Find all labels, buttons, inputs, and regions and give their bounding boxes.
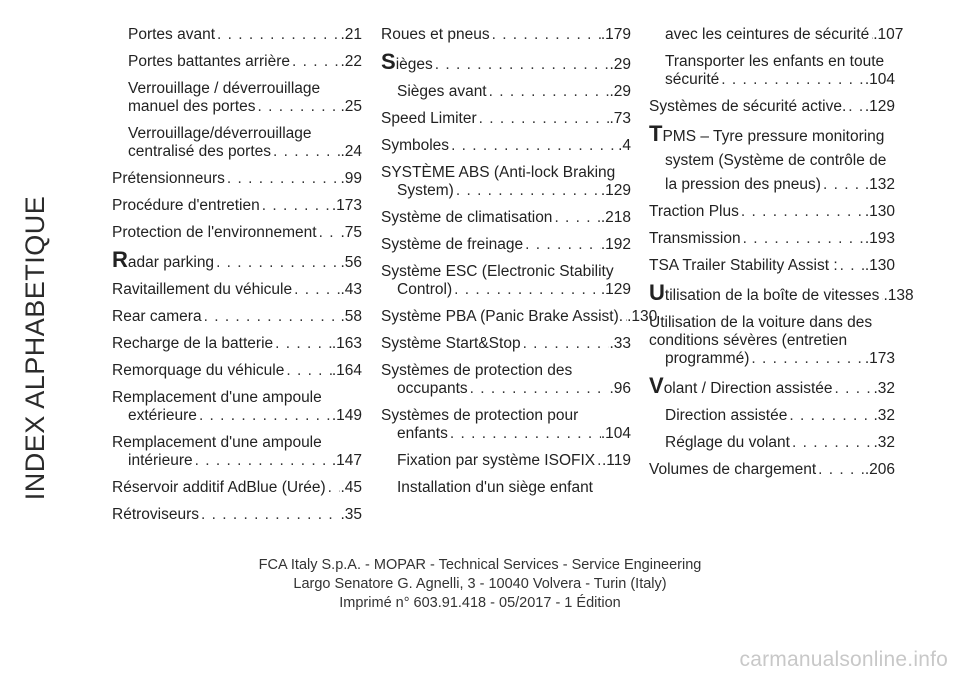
index-entry-first-line: Systèmes de protection pour bbox=[381, 407, 579, 424]
dot-leader bbox=[290, 53, 340, 71]
dot-leader bbox=[595, 452, 602, 470]
index-entry bbox=[381, 362, 631, 398]
dot-leader bbox=[487, 83, 610, 101]
index-letter-initial: V bbox=[649, 373, 664, 398]
index-entry bbox=[112, 479, 362, 497]
index-entry bbox=[381, 263, 631, 299]
page-number: .32 bbox=[873, 380, 895, 397]
index-entry-heading-line bbox=[649, 121, 895, 146]
dot-leader bbox=[197, 407, 332, 425]
index-side-title: INDEX ALPHABETIQUE bbox=[20, 195, 50, 501]
dot-leader bbox=[821, 176, 865, 194]
index-entry-text: occupants bbox=[397, 380, 468, 397]
page-number: .179 bbox=[600, 26, 631, 43]
dot-leader bbox=[202, 308, 341, 326]
dot-leader bbox=[433, 56, 610, 74]
publisher-footer bbox=[0, 556, 960, 613]
index-entry-text: Sièges avant bbox=[397, 83, 487, 100]
index-letter-initial: R bbox=[112, 247, 128, 272]
page-number: .129 bbox=[600, 281, 631, 298]
footer-line-address: Largo Senatore G. Agnelli, 3 - 10040 Volvera - Turin (Italy) bbox=[293, 576, 667, 592]
index-entry-line bbox=[649, 257, 895, 275]
index-column-1 bbox=[112, 26, 362, 533]
page-number: .73 bbox=[609, 110, 631, 127]
index-entry-line bbox=[381, 110, 631, 128]
index-entry-first-line: Systèmes de protection des bbox=[381, 362, 573, 379]
index-entry-line bbox=[112, 224, 362, 242]
dot-leader bbox=[273, 335, 332, 353]
index-entry bbox=[112, 224, 362, 242]
index-entry bbox=[112, 26, 362, 44]
index-entry-line bbox=[649, 71, 895, 89]
index-entry-text: Système PBA (Panic Brake Assist). bbox=[381, 308, 624, 325]
index-entry bbox=[112, 434, 362, 470]
index-entry bbox=[381, 26, 631, 44]
index-entry-line bbox=[112, 308, 362, 326]
page-number: .193 bbox=[864, 230, 895, 247]
index-entry bbox=[649, 280, 914, 305]
page-number: .96 bbox=[609, 380, 631, 397]
index-entry bbox=[381, 236, 631, 254]
index-entry-first-line: SYSTÈME ABS (Anti-lock Braking bbox=[381, 164, 616, 181]
dot-leader bbox=[215, 26, 340, 44]
index-entry-text: manuel des portes bbox=[128, 98, 256, 115]
dot-leader bbox=[225, 170, 341, 188]
index-entry bbox=[649, 257, 895, 275]
index-entry bbox=[112, 362, 362, 380]
dot-leader bbox=[199, 506, 340, 524]
page-number: .206 bbox=[864, 461, 895, 478]
index-entry bbox=[381, 479, 631, 497]
index-letter-initial: T bbox=[649, 121, 663, 146]
page-number: .130 bbox=[864, 203, 895, 220]
index-entry-first-line: Utilisation de la voiture dans des bbox=[649, 314, 873, 331]
index-entry bbox=[381, 452, 631, 470]
page-number: .21 bbox=[340, 26, 362, 43]
page-number: .75 bbox=[340, 224, 362, 241]
index-column-2 bbox=[381, 26, 658, 506]
index-entry-first-line: Verrouillage / déverrouillage bbox=[128, 80, 321, 97]
dot-leader bbox=[448, 425, 601, 443]
dot-leader bbox=[523, 236, 601, 254]
index-entry-text: Speed Limiter bbox=[381, 110, 477, 127]
index-entry bbox=[649, 461, 895, 479]
index-entry-line bbox=[649, 98, 895, 116]
dot-leader bbox=[271, 143, 340, 161]
page-number: .58 bbox=[340, 308, 362, 325]
page-number: .32 bbox=[873, 407, 895, 424]
index-entry-text: programmé) bbox=[665, 350, 750, 367]
index-entry-line bbox=[112, 98, 362, 116]
index-entry-text: Portes battantes arrière bbox=[128, 53, 290, 70]
index-entry-line bbox=[112, 362, 362, 380]
page-number: .173 bbox=[864, 350, 895, 367]
index-entry-line bbox=[381, 308, 658, 326]
index-entry-text: la pression des pneus) bbox=[665, 176, 821, 193]
index-entry-line bbox=[381, 380, 631, 398]
index-entry-first-line: Remplacement d'une ampoule bbox=[112, 389, 322, 406]
index-entry-line bbox=[112, 197, 362, 215]
dot-leader bbox=[452, 281, 601, 299]
index-entry-text: Portes avant bbox=[128, 26, 216, 43]
index-entry-line bbox=[649, 230, 895, 248]
index-entry-line bbox=[381, 182, 631, 200]
page-number: .163 bbox=[331, 335, 362, 352]
index-entry bbox=[649, 434, 895, 452]
index-entry bbox=[381, 49, 631, 74]
dot-leader bbox=[741, 230, 865, 248]
dot-leader bbox=[521, 335, 610, 353]
index-entry-text: Système de freinage bbox=[381, 236, 524, 253]
dot-leader bbox=[787, 407, 873, 425]
index-entry-text: Réservoir additif AdBlue (Urée) bbox=[112, 479, 326, 496]
index-entry-text: Rear camera bbox=[112, 308, 202, 325]
index-entry-text: System) bbox=[397, 182, 454, 199]
index-entry-text: avec les ceintures de sécurité bbox=[665, 26, 870, 43]
index-entry-text: Fixation par système ISOFIX bbox=[397, 452, 596, 469]
index-entry-text: Procédure d'entretien bbox=[112, 197, 260, 214]
index-entry-line bbox=[381, 452, 631, 470]
index-entry bbox=[112, 281, 362, 299]
index-entry bbox=[381, 209, 631, 227]
index-entry-text: Transmission bbox=[649, 230, 741, 247]
dot-leader bbox=[490, 26, 601, 44]
index-entry-line bbox=[112, 170, 362, 188]
index-entry-text: Symboles bbox=[381, 137, 450, 154]
dot-leader bbox=[719, 71, 865, 89]
index-entry-line bbox=[112, 247, 362, 272]
index-entry bbox=[381, 83, 631, 101]
dot-leader bbox=[317, 224, 341, 242]
index-entry-first-line: Remplacement d'une ampoule bbox=[112, 434, 322, 451]
dot-leader bbox=[214, 254, 340, 272]
index-entry-line bbox=[649, 203, 895, 221]
index-entry bbox=[649, 121, 895, 194]
dot-leader bbox=[468, 380, 610, 398]
page-number: .130 bbox=[864, 257, 895, 274]
dot-leader bbox=[816, 461, 865, 479]
index-entry-line bbox=[381, 479, 631, 497]
index-entry-line bbox=[381, 26, 631, 44]
index-entry bbox=[381, 110, 631, 128]
index-entry-line bbox=[649, 176, 895, 194]
page-number: .107 bbox=[873, 26, 904, 43]
index-entry-text: Installation d'un siège enfant bbox=[397, 479, 593, 496]
index-letter-initial: S bbox=[381, 49, 396, 74]
dot-leader bbox=[284, 362, 331, 380]
index-entry-line bbox=[649, 407, 895, 425]
index-entry-line bbox=[112, 452, 362, 470]
index-entry-text: intérieure bbox=[128, 452, 193, 469]
index-entry-text: centralisé des portes bbox=[128, 143, 272, 160]
page-number: .149 bbox=[331, 407, 362, 424]
index-entry-line bbox=[112, 407, 362, 425]
index-entry-line bbox=[112, 53, 362, 71]
index-entry bbox=[112, 53, 362, 71]
dot-leader bbox=[833, 380, 874, 398]
index-entry-line bbox=[649, 350, 895, 368]
index-entry bbox=[649, 53, 895, 89]
dot-leader bbox=[193, 452, 332, 470]
page-number: .29 bbox=[609, 56, 631, 73]
dot-leader bbox=[292, 281, 340, 299]
dot-leader bbox=[326, 479, 341, 497]
dot-leader bbox=[739, 203, 865, 221]
index-entry-text: Réglage du volant bbox=[665, 434, 790, 451]
index-entry-text: ièges bbox=[395, 56, 433, 73]
index-entry-text: Control) bbox=[397, 281, 453, 298]
index-entry-line bbox=[381, 83, 631, 101]
index-entry-text: Traction Plus bbox=[649, 203, 739, 220]
index-entry-line bbox=[381, 281, 631, 299]
index-entry bbox=[112, 308, 362, 326]
index-entry bbox=[649, 373, 895, 398]
page-number: .43 bbox=[340, 281, 362, 298]
index-entry-line bbox=[112, 479, 362, 497]
index-entry-first-line: Système ESC (Electronic Stability bbox=[381, 263, 614, 280]
index-entry-text: Système Start&Stop bbox=[381, 335, 521, 352]
dot-leader bbox=[790, 434, 873, 452]
index-entry bbox=[649, 98, 895, 116]
page-number: .164 bbox=[331, 362, 362, 379]
index-entry-line bbox=[112, 335, 362, 353]
index-entry bbox=[112, 389, 362, 425]
index-entry-text: Rétroviseurs bbox=[112, 506, 199, 523]
index-letter-initial: U bbox=[649, 280, 665, 305]
index-entry-text: Roues et pneus bbox=[381, 26, 490, 43]
index-column-3 bbox=[649, 26, 914, 488]
index-entry-text: Recharge de la batterie bbox=[112, 335, 274, 352]
index-entry bbox=[381, 407, 631, 443]
index-entry bbox=[112, 80, 362, 116]
dot-leader bbox=[846, 98, 865, 116]
dot-leader bbox=[749, 350, 864, 368]
index-entry-line bbox=[381, 425, 631, 443]
index-entry-line bbox=[649, 434, 895, 452]
index-entry bbox=[381, 164, 631, 200]
index-entry-line bbox=[381, 209, 631, 227]
page-number: .45 bbox=[340, 479, 362, 496]
page-number: .129 bbox=[864, 98, 895, 115]
dot-leader bbox=[454, 182, 601, 200]
index-entry-line bbox=[649, 280, 914, 305]
index-entry bbox=[649, 203, 895, 221]
page-number: .138 bbox=[883, 287, 914, 304]
page-number: .24 bbox=[340, 143, 362, 160]
index-entry bbox=[112, 247, 362, 272]
page-number: .218 bbox=[600, 209, 631, 226]
index-entry-text: adar parking bbox=[127, 254, 215, 271]
index-entry bbox=[649, 407, 895, 425]
index-entry-continuation: system (Système de contrôle de bbox=[665, 152, 887, 169]
page-number: .104 bbox=[864, 71, 895, 88]
page-number: .22 bbox=[340, 53, 362, 70]
index-entry-text: Système de climatisation bbox=[381, 209, 553, 226]
index-entry-first-line: conditions sévères (entretien bbox=[649, 332, 848, 349]
page-number: .33 bbox=[609, 335, 631, 352]
page-number: .119 bbox=[601, 452, 631, 469]
dot-leader bbox=[838, 257, 865, 275]
page-number: .56 bbox=[340, 254, 362, 271]
index-entry-line bbox=[649, 26, 904, 44]
index-entry-text: enfants bbox=[397, 425, 448, 442]
page-number: .99 bbox=[340, 170, 362, 187]
index-entry-line bbox=[649, 461, 895, 479]
index-entry-line bbox=[381, 49, 631, 74]
index-entry-line bbox=[381, 335, 631, 353]
index-entry-line bbox=[112, 143, 362, 161]
index-entry bbox=[381, 335, 631, 353]
page-number: .32 bbox=[873, 434, 895, 451]
index-entry bbox=[381, 308, 658, 326]
index-entry bbox=[649, 26, 904, 44]
index-entry-text: tilisation de la boîte de vitesses bbox=[664, 287, 880, 304]
index-entry bbox=[649, 230, 895, 248]
index-entry-line bbox=[112, 281, 362, 299]
dot-leader bbox=[449, 137, 618, 155]
index-entry-line bbox=[112, 26, 362, 44]
index-entry bbox=[112, 125, 362, 161]
dot-leader bbox=[477, 110, 610, 128]
index-entry-text: sécurité bbox=[665, 71, 720, 88]
page-number: .132 bbox=[864, 176, 895, 193]
page-number: .25 bbox=[340, 98, 362, 115]
dot-leader bbox=[256, 98, 341, 116]
page-number: .173 bbox=[331, 197, 362, 214]
index-entry-text: TSA Trailer Stability Assist : bbox=[649, 257, 838, 274]
dot-leader bbox=[552, 209, 600, 227]
index-entry-text: Ravitaillement du véhicule bbox=[112, 281, 293, 298]
index-entry-first-line: Transporter les enfants en toute bbox=[665, 53, 885, 70]
index-entry-text: PMS – Tyre pressure monitoring bbox=[662, 128, 885, 145]
index-entry-first-line: Verrouillage/déverrouillage bbox=[128, 125, 312, 142]
index-entry-text: extérieure bbox=[128, 407, 197, 424]
page-number: .192 bbox=[600, 236, 631, 253]
index-entry-text: Protection de l'environnement bbox=[112, 224, 317, 241]
index-entry-line bbox=[112, 506, 362, 524]
footer-line-company: FCA Italy S.p.A. - MOPAR - Technical Services - Service Engineering bbox=[258, 557, 702, 573]
page-number: .147 bbox=[331, 452, 362, 469]
page-number: .130 bbox=[627, 308, 658, 325]
index-entry-line bbox=[381, 137, 631, 155]
index-entry-text: olant / Direction assistée bbox=[663, 380, 833, 397]
footer-line-print: Imprimé n° 603.91.418 - 05/2017 - 1 Édition bbox=[339, 595, 621, 611]
index-entry-text: Systèmes de sécurité active. bbox=[649, 98, 847, 115]
page-number: .129 bbox=[600, 182, 631, 199]
page-number: .29 bbox=[609, 83, 631, 100]
index-entry-text: Remorquage du véhicule bbox=[112, 362, 285, 379]
index-entry bbox=[649, 314, 895, 368]
index-entry bbox=[112, 335, 362, 353]
index-entry-line bbox=[649, 373, 895, 398]
index-entry-text: Prétensionneurs bbox=[112, 170, 225, 187]
index-entry-text: Direction assistée bbox=[665, 407, 788, 424]
page-number: .4 bbox=[618, 137, 631, 154]
index-entry bbox=[112, 170, 362, 188]
page-number: .104 bbox=[600, 425, 631, 442]
index-entry bbox=[112, 197, 362, 215]
dot-leader bbox=[260, 197, 332, 215]
index-entry-text: Volumes de chargement bbox=[649, 461, 817, 478]
page-number: .35 bbox=[340, 506, 362, 523]
index-entry bbox=[381, 137, 631, 155]
index-entry bbox=[112, 506, 362, 524]
index-entry-line bbox=[381, 236, 631, 254]
watermark-text: carmanualsonline.info bbox=[739, 648, 948, 671]
